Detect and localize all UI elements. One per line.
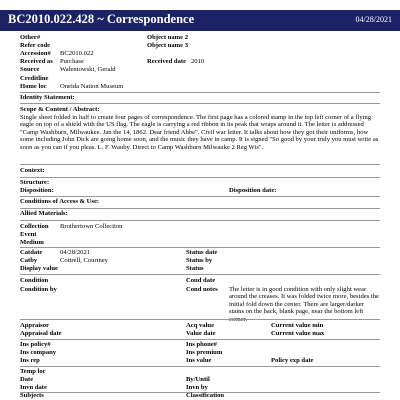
identity-statement-label: Identity Statement: bbox=[20, 94, 75, 101]
object-name-3-label: Object name 3 bbox=[147, 42, 189, 49]
received-as-label: Received as bbox=[20, 58, 53, 65]
divider bbox=[20, 103, 380, 104]
medium-label: Medium bbox=[20, 239, 44, 246]
ins-phone-label: Ins phone# bbox=[186, 341, 217, 348]
classification-label: Classification bbox=[186, 392, 225, 399]
by-until-label: By/Until bbox=[186, 376, 210, 383]
cond-notes-value: The letter is in good condition with only slight wear around the creases. It was folded twice more, besides the initial fold down the center. There are larger/darker stains on the back, blank page, near the bottom left corner. bbox=[229, 286, 379, 323]
received-date-value: 2010 bbox=[191, 58, 205, 65]
divider bbox=[20, 319, 380, 320]
record-header bbox=[0, 10, 400, 31]
catdate-label: Catdate bbox=[20, 249, 43, 256]
status-date-label: Status date bbox=[186, 249, 218, 256]
status-by-label: Status by bbox=[186, 257, 213, 264]
accession-value: BC2010.022 bbox=[60, 50, 94, 57]
context-label: Context: bbox=[20, 167, 45, 174]
ins-policy-label: Ins policy# bbox=[20, 341, 51, 348]
home-loc-value: Oneida Nation Museum bbox=[60, 83, 124, 90]
date-label: Date bbox=[20, 376, 34, 383]
ins-premium-label: Ins premium bbox=[186, 349, 223, 356]
received-date-label: Received date bbox=[147, 58, 186, 65]
divider bbox=[20, 208, 380, 209]
scope-content-text: Single sheet folded in half to create four pages of correspondence. The first page has a colored stamp in the top left corner of a flying eagle on top of a shield with the US flag. The eagle is carrying a red ribbon in its peak that wraps around it. The letter is addressed "Camp Washburn, Milwaukee. Jan the 14, 1862. Dear friend Abbe". Civil war letter. It talks about how they got their uniforms, how some including John Dick are going home soon, and the music they have in camp. It is signed "So good by your truly you must write as soon as you can if you pleas. L. F. Wauby. Direct to Camp Washburn Milwauke 2 Reg Wis". bbox=[20, 114, 379, 151]
catby-label: Catby bbox=[20, 257, 38, 264]
divider bbox=[20, 92, 380, 93]
catdate-value: 04/28/2021 bbox=[60, 249, 91, 256]
value-date-label: Value date bbox=[186, 330, 216, 337]
divider bbox=[20, 164, 380, 165]
other-number-label: Other# bbox=[20, 34, 41, 41]
source-value: Walentowski, Gerald bbox=[60, 66, 116, 73]
source-label: Source bbox=[20, 66, 40, 73]
collection-value: Brothertown Collection bbox=[60, 223, 123, 230]
accession-label: Accession# bbox=[20, 50, 51, 57]
received-as-value: Purchase bbox=[60, 58, 84, 65]
conditions-access-label: Conditions of Access & Use: bbox=[20, 198, 100, 205]
event-label: Event bbox=[20, 231, 37, 238]
ins-value-label: Ins value bbox=[186, 357, 212, 364]
condition-by-label: Condition by bbox=[20, 286, 57, 293]
structure-label: Structure: bbox=[20, 179, 50, 186]
subjects-label: Subjects bbox=[20, 392, 44, 399]
divider bbox=[20, 274, 380, 275]
creditline-label: Creditline bbox=[20, 75, 49, 82]
cond-date-label: Cond date bbox=[186, 277, 216, 284]
ins-company-label: Ins company bbox=[20, 349, 57, 356]
disposition-date-label: Disposition date: bbox=[229, 187, 277, 194]
invn-date-label: Invn date bbox=[20, 384, 47, 391]
divider bbox=[20, 196, 380, 197]
divider bbox=[20, 247, 380, 248]
disposition-label: Disposition: bbox=[20, 187, 54, 194]
appraisal-date-label: Appraisal date bbox=[20, 330, 62, 337]
current-value-min-label: Current value min bbox=[271, 322, 324, 329]
appraisor-label: Appraisor bbox=[20, 322, 49, 329]
object-name-2-label: Object name 2 bbox=[147, 34, 189, 41]
temp-loc-label: Temp loc bbox=[20, 368, 46, 375]
status-label: Status bbox=[186, 265, 204, 272]
record-title: BC2010.022.428 ~ Correspondence bbox=[8, 12, 195, 26]
home-loc-label: Home loc bbox=[20, 83, 47, 90]
divider bbox=[20, 366, 380, 367]
cond-notes-label: Cond notes bbox=[186, 286, 218, 293]
scope-content-label: Scope & Content / Abstract: bbox=[20, 106, 100, 113]
invn-by-label: Invn by bbox=[186, 384, 208, 391]
divider bbox=[20, 220, 380, 221]
record-date: 04/28/2021 bbox=[355, 15, 392, 24]
condition-label: Condition bbox=[20, 277, 49, 284]
divider bbox=[20, 177, 380, 178]
display-value-label: Display value bbox=[20, 265, 58, 272]
acq-value-label: Acq value bbox=[186, 322, 215, 329]
policy-exp-date-label: Policy exp date bbox=[271, 357, 314, 364]
divider bbox=[20, 339, 380, 340]
ins-rep-label: Ins rep bbox=[20, 357, 40, 364]
allied-materials-label: Allied Materials: bbox=[20, 210, 68, 217]
refer-code-label: Refer code bbox=[20, 42, 51, 49]
collection-label: Collection bbox=[20, 223, 49, 230]
catby-value: Cottrell, Courtney bbox=[60, 257, 108, 264]
current-value-max-label: Current value max bbox=[271, 330, 325, 337]
